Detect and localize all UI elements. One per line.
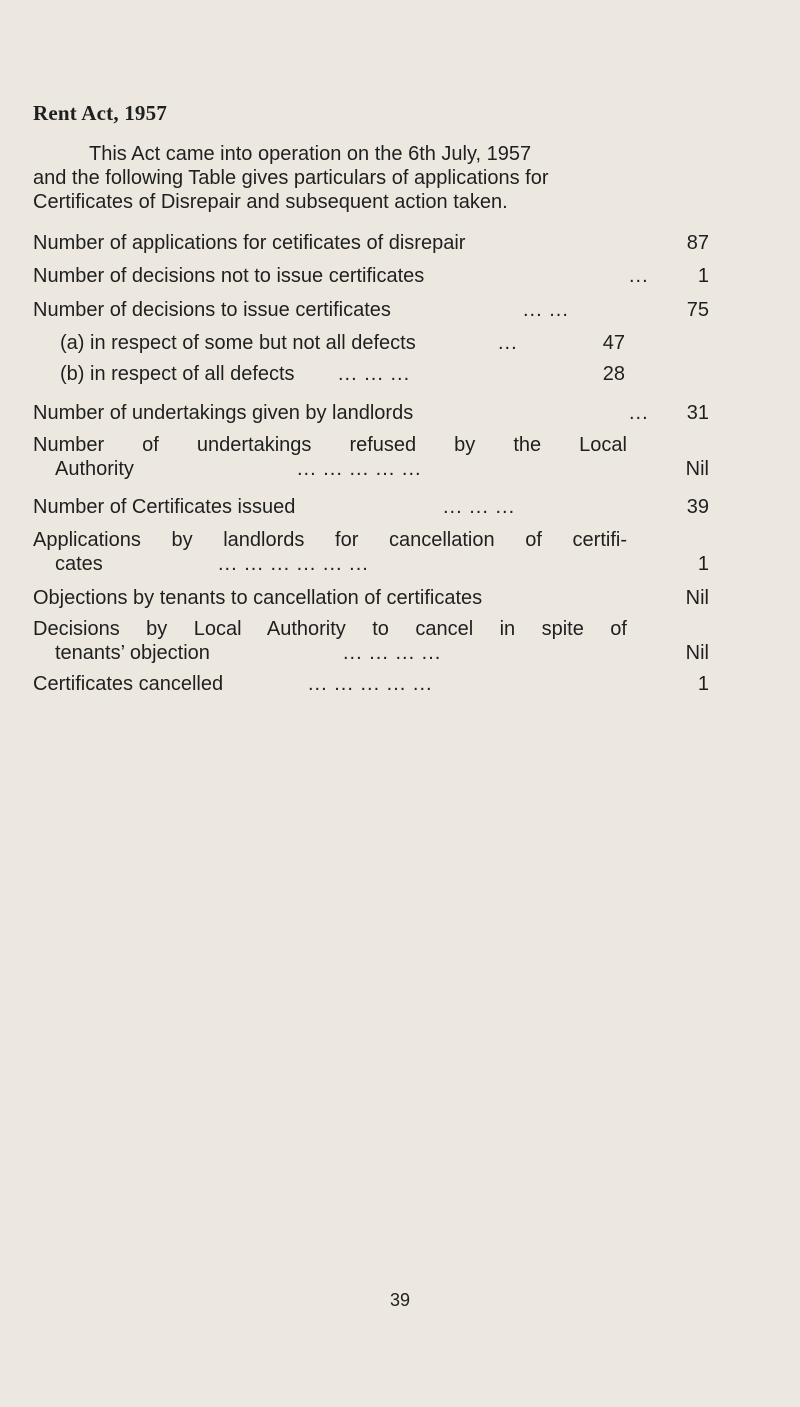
leader-dots: ... ... ... ...	[343, 642, 442, 664]
page-number: 39	[389, 1290, 411, 1310]
row-value: Nil	[685, 587, 709, 609]
leader-dots: ... ... ... ... ...	[308, 673, 433, 695]
row-value: Nil	[685, 458, 709, 480]
leader-dots: ... ...	[523, 299, 569, 321]
row-label: Number of decisions to issue certificates	[33, 299, 391, 321]
leader-dots: ...	[629, 265, 649, 287]
row-label: Number of undertakings given by landlords	[33, 402, 414, 424]
intro-line-2: and the following Table gives particulars of applications for	[33, 167, 549, 189]
row-label: Number of undertakings refused by the Local	[33, 434, 627, 456]
leader-dots: ... ... ...	[338, 363, 411, 385]
row-value: 1	[697, 553, 709, 575]
row-value: 39	[686, 496, 709, 518]
row-label: Number of Certificates issued	[33, 496, 296, 518]
row-label: (b) in respect of all defects	[60, 363, 295, 385]
leader-dots: ... ... ...	[443, 496, 516, 518]
row-value: 31	[686, 402, 709, 424]
row-value: 1	[697, 673, 709, 695]
row-label: Number of applications for cetificates of disrepair	[33, 232, 466, 254]
row-value: 75	[686, 299, 709, 321]
section-heading: Rent Act, 1957	[33, 101, 168, 125]
row-value: 1	[697, 265, 709, 287]
leader-dots: ...	[498, 332, 518, 354]
row-value: 87	[686, 232, 709, 254]
row-label: Applications by landlords for cancellation of certifi-	[33, 529, 627, 551]
row-label: Objections by tenants to cancellation of certificates	[33, 587, 483, 609]
intro-line-3: Certificates of Disrepair and subsequent action taken.	[33, 191, 508, 213]
row-label: Number of decisions not to issue certificates	[33, 265, 425, 287]
intro-line-1: This Act came into operation on the 6th July, 1957	[89, 143, 532, 165]
leader-dots: ...	[629, 402, 649, 424]
row-label-continuation: Authority	[55, 458, 134, 480]
row-label: Decisions by Local Authority to cancel in spite of	[33, 618, 627, 640]
row-label-continuation: cates	[55, 553, 103, 575]
leader-dots: ... ... ... ... ... ...	[218, 553, 369, 575]
row-label: Certificates cancelled	[33, 673, 224, 695]
leader-dots: ... ... ... ... ...	[297, 458, 422, 480]
row-label: (a) in respect of some but not all defects	[60, 332, 416, 354]
row-value: 47	[602, 332, 625, 354]
intro-paragraph	[33, 142, 713, 214]
row-label-continuation: tenants’ objection	[55, 642, 210, 664]
row-value: Nil	[685, 642, 709, 664]
row-value: 28	[602, 363, 625, 385]
